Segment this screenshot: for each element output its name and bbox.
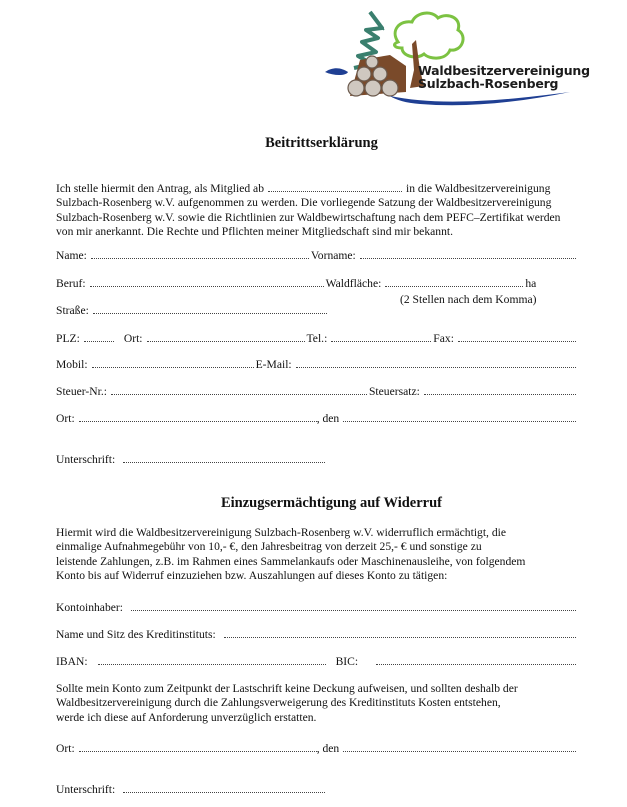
steuernr-label: Steuer-Nr.: (56, 385, 107, 398)
beruf-field[interactable] (90, 276, 324, 287)
kontoinhaber-field[interactable] (131, 600, 576, 611)
steuersatz-field[interactable] (424, 384, 576, 395)
intro-line: Sulzbach-Rosenberg w.V. sowie die Richtlinien zur Waldbewirtschaftung nach dem PEFC–Zertifikat werden (56, 210, 561, 224)
unterschrift-field-2[interactable] (123, 782, 325, 793)
row-unterschrift-1 (56, 452, 578, 468)
intro-text-after: in die Waldbesitzervereinigung (406, 182, 551, 195)
ort-field-2[interactable] (79, 741, 317, 752)
logo-line-2: Sulzbach-Rosenberg (418, 76, 559, 91)
bic-label: BIC: (335, 655, 359, 668)
ort-datum-label: Ort: (56, 412, 75, 425)
debit-intro-line: einmalige Aufnahmegebühr von 10,- €, den Jahresbeitrag von derzeit 25,- € und sonstige zu (56, 540, 482, 554)
association-logo (320, 0, 580, 110)
row-beruf (56, 276, 578, 292)
row-plz-ort (56, 331, 578, 347)
unterschrift-label-2: Unterschrift: (56, 783, 116, 796)
notice-line: Sollte mein Konto zum Zeitpunkt der Lastschrift keine Deckung aufweisen, und sollten deshalb der (56, 682, 518, 695)
logo-line-1: Waldbesitzervereinigung (418, 63, 590, 78)
datum-field-2[interactable] (343, 741, 576, 752)
row-unterschrift-2 (56, 782, 578, 798)
row-kontoinhaber (56, 600, 578, 616)
kreditinstitut-label: Name und Sitz des Kreditinstituts: (56, 628, 216, 641)
unterschrift-field[interactable] (123, 452, 325, 463)
iban-label: IBAN: (56, 655, 88, 668)
tel-field[interactable] (331, 331, 431, 342)
vorname-field[interactable] (360, 248, 576, 259)
logo-text (418, 64, 590, 90)
debit-intro-line: Hiermit wird die Waldbesitzervereinigung Sulzbach-Rosenberg w.V. widerruflich ermächtigt, die (56, 526, 507, 539)
membership-start-date-field[interactable] (268, 181, 402, 192)
ort-datum-field[interactable] (79, 411, 317, 422)
intro-line: von mir anerkannt. Die Rechte und Pflichten meiner Mitgliedschaft sind mir bekannt. (56, 225, 453, 239)
debit-notice (56, 682, 596, 725)
name-label: Name: (56, 249, 87, 262)
unterschrift-label: Unterschrift: (56, 453, 116, 466)
tel-label: Tel.: (306, 332, 328, 345)
row-strasse (56, 303, 578, 319)
waldflaeche-label: Waldfläche: (325, 277, 382, 290)
datum-field[interactable] (343, 411, 576, 422)
forest-logo-icon (320, 0, 580, 110)
row-steuer (56, 384, 578, 400)
strasse-field[interactable] (93, 303, 327, 314)
name-field[interactable] (91, 248, 309, 259)
mobil-field[interactable] (92, 357, 254, 368)
kontoinhaber-label: Kontoinhaber: (56, 601, 123, 614)
row-ort-datum-2 (56, 741, 578, 757)
kreditinstitut-field[interactable] (224, 627, 576, 638)
notice-line: Waldbesitzervereinigung durch die Zahlungsverweigerung des Kreditinstituts Kosten entstehen, (56, 696, 501, 710)
ort-field[interactable] (147, 331, 305, 342)
waldflaeche-note: (2 Stellen nach dem Komma) (400, 293, 537, 306)
waldflaeche-field[interactable] (385, 276, 523, 287)
fax-label: Fax: (433, 332, 454, 345)
steuernr-field[interactable] (111, 384, 367, 395)
intro-text-before: Ich stelle hiermit den Antrag, als Mitglied ab (56, 182, 264, 195)
mobil-label: Mobil: (56, 358, 88, 371)
intro-line: Sulzbach-Rosenberg w.V. aufgenommen zu werden. Die vorliegende Satzung der Waldbesitzervereinigung (56, 196, 552, 210)
den-label: , den (316, 412, 340, 425)
row-iban-bic (56, 654, 578, 670)
fax-field[interactable] (458, 331, 576, 342)
strasse-label: Straße: (56, 304, 89, 317)
section-title-membership: Beitrittserklärung (265, 135, 378, 151)
ort-label-2: Ort: (56, 742, 75, 755)
iban-field[interactable] (98, 654, 326, 665)
beruf-label: Beruf: (56, 277, 86, 290)
debit-intro-line: leistende Zahlungen, z.B. im Rahmen eines Sammelankaufs oder Maschinenausleihe, von folgendem (56, 554, 526, 568)
ort-label: Ort: (123, 332, 143, 345)
steuersatz-label: Steuersatz: (368, 385, 420, 398)
membership-intro (56, 181, 596, 240)
debit-intro-line: Konto bis auf Widerruf einzuziehen bzw. Auszahlungen auf dieses Konto zu tätigen: (56, 569, 448, 583)
email-label: E-Mail: (255, 358, 292, 371)
plz-field[interactable] (84, 331, 114, 342)
den-label-2: , den (316, 742, 340, 755)
debit-intro (56, 526, 596, 584)
plz-label: PLZ: (56, 332, 80, 345)
notice-line: werde ich diese auf Anforderung unverzüglich erstatten. (56, 710, 317, 724)
row-mobil-email (56, 357, 578, 373)
row-kreditinstitut (56, 627, 578, 643)
bic-field[interactable] (376, 654, 576, 665)
waldflaeche-unit: ha (525, 277, 537, 290)
row-ort-datum (56, 411, 578, 427)
section-title-direct-debit: Einzugsermächtigung auf Widerruf (220, 495, 442, 511)
vorname-label: Vorname: (310, 249, 356, 262)
row-name (56, 248, 578, 264)
email-field[interactable] (296, 357, 576, 368)
